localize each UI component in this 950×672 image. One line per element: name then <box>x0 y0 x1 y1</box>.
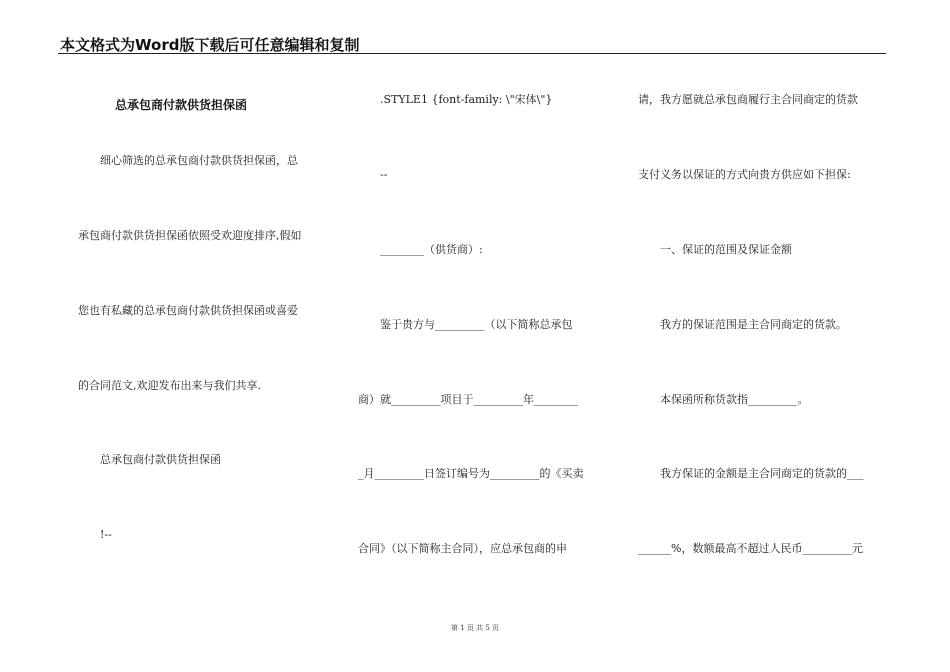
document-header-title: 本文格式为Word版下载后可任意编辑和复制 <box>60 36 360 54</box>
paragraph-line: !-- <box>100 528 112 541</box>
paragraph-line: 商）就_________项目于_________年________ <box>358 393 578 406</box>
paragraph-line: 的合同范文,欢迎发布出来与我们共享. <box>78 379 261 392</box>
paragraph-line: 本保函所称货款指_________。 <box>660 393 809 406</box>
header-divider <box>58 53 886 54</box>
paragraph-line: -- <box>380 168 388 181</box>
paragraph-line: 我方的保证范围是主合同商定的货款。 <box>660 318 847 331</box>
subheading-line: 总承包商付款供货担保函 <box>100 453 221 466</box>
paragraph-line: ______%，数额最高不超过人民币_________元 <box>638 542 863 555</box>
paragraph-line: 承包商付款供货担保函依照受欢迎度排序,假如 <box>78 229 302 242</box>
paragraph-line: 合同》（以下简称主合同），应总承包商的申 <box>358 542 567 555</box>
paragraph-line: ________（供货商）: <box>380 243 483 256</box>
paragraph-line: .STYLE1 {font-family: \"宋体\"} <box>380 93 553 106</box>
paragraph-line: 您也有私藏的总承包商付款供货担保函或喜爱 <box>78 304 298 317</box>
paragraph-line: 细心筛选的总承包商付款供货担保函，总 <box>100 154 298 167</box>
paragraph-line: _月_________日签订编号为_________的《买卖 <box>358 467 584 480</box>
section-heading: 一、保证的范围及保证金额 <box>660 243 792 256</box>
page-number: 第 1 页 共 5 页 <box>450 624 500 632</box>
paragraph-line: 支付义务以保证的方式向贵方供应如下担保: <box>638 168 851 181</box>
document-title: 总承包商付款供货担保函 <box>115 98 248 112</box>
paragraph-line: 鉴于贵方与_________（以下简称总承包 <box>380 318 573 331</box>
paragraph-line: 我方保证的金额是主合同商定的货款的___ <box>660 467 864 480</box>
paragraph-line: 请，我方愿就总承包商履行主合同商定的货款 <box>638 93 858 106</box>
